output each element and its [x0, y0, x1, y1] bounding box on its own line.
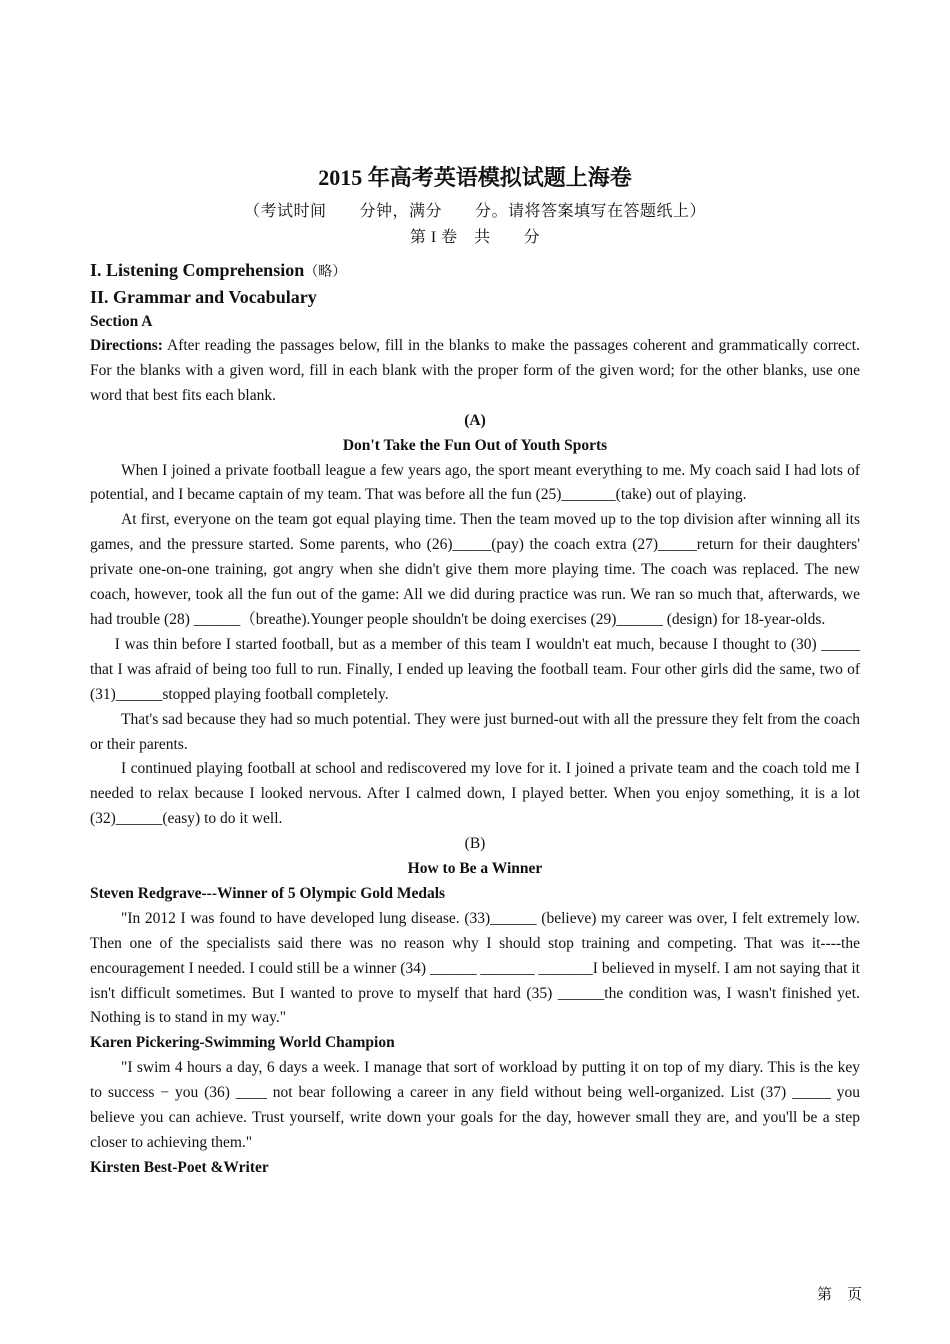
grammar-heading: II. Grammar and Vocabulary — [90, 287, 317, 307]
exam-subtitle: （考试时间 分钟，满分 分。请将答案填写在答题纸上） — [243, 203, 706, 220]
directions — [90, 334, 860, 409]
passage-a-paragraph: That's sad because they had so much potential. They were just burned-out with all the pressure they felt from the coach or their parents. — [90, 710, 860, 753]
listening-title: I. Listening Comprehension — [90, 260, 305, 280]
passage-b-title: How to Be a Winner — [407, 860, 543, 878]
directions-text: After reading the passages below, fill in the blanks to make the passages coherent and grammatically correct. For the blanks with a given word, fill in each blank with the proper form of the given word; for the other blanks, use one word that best fits each blank. — [90, 337, 860, 404]
passage-a-paragraph: I was thin before I started football, but as a member of this team I wouldn't eat much, because I thought to (30) _____ that I was afraid of being too full to run. Finally, I ended up leaving the football team. Four other girls did the same, two of (31)______stopped playing football completely. — [90, 635, 860, 703]
listening-heading — [90, 258, 860, 285]
listening-note: （略） — [304, 265, 347, 280]
passage-a-paragraph: I continued playing football at school and rediscovered my love for it. I joined a private team and the coach told me I needed to relax because I looked nervous. After I calmed down, I played better. When you enjoy something, it is a lot (32)______(easy) to do it well. — [90, 760, 860, 828]
directions-label: Directions: — [90, 337, 163, 354]
section-a-heading: Section A — [90, 313, 153, 330]
passage-a-label: (A) — [464, 411, 486, 429]
passage-a-paragraph: When I joined a private football league a few years ago, the sport meant everything to me. My coach said I had lots of potential, and I became captain of my team. That was before all the fun (25)_______(take) out of playing. — [90, 461, 860, 504]
passage-a-paragraph: At first, everyone on the team got equal playing time. Then the team moved up to the top division after winning all its games, and the pressure started. Some parents, who (26)_____(pay) the coach extra (27)_____return for their daughters' private one-on-one training, got angry when she didn't give them more playing time. The coach was replaced. The new coach, however, took all the fun out of the game: All we did during practice was run. We ran so much that, afterwards, we had trouble (28) ______（breathe).Younger people shouldn't be doing exercises (29)______ (design) for 18-year-olds. — [90, 511, 860, 628]
document-content — [90, 164, 860, 1181]
speaker-quote: "I swim 4 hours a day, 6 days a week. I manage that sort of workload by putting it on top of my diary. This is the key to success − you (36) ____ not bear following a career in any field without being well-organized. List (37) _____ you believe you can achieve. Trust yourself, write down your goals for the day, however small they are, and you'll be a step closer to achieving them." — [90, 1059, 860, 1151]
speaker-heading: Steven Redgrave---Winner of 5 Olympic Gold Medals — [90, 884, 446, 902]
volume-heading: 第 I 卷 共 分 — [409, 229, 541, 246]
speaker-heading: Karen Pickering-Swimming World Champion — [90, 1034, 395, 1052]
page-number: 第 页 — [817, 1285, 863, 1303]
speaker-heading: Kirsten Best-Poet &Writer — [90, 1158, 269, 1176]
speaker-quote: "In 2012 I was found to have developed lung disease. (33)______ (believe) my career was over, I felt extremely low. Then one of the specialists said there was no reason why I should stop training and competing. That was it----the encouragement I needed. I could still be a winner (34) ______ _______ _______I believed in myself. I am not saying that it isn't difficult sometimes. But I wanted to prove to myself that hard (35) ______the condition was, I wasn't finished yet. Nothing is to stand in my way." — [90, 909, 860, 1027]
exam-title: 2015 年高考英语模拟试题上海卷 — [318, 165, 632, 190]
passage-a-title: Don't Take the Fun Out of Youth Sports — [342, 436, 608, 454]
passage-b-label: (B) — [464, 835, 486, 853]
